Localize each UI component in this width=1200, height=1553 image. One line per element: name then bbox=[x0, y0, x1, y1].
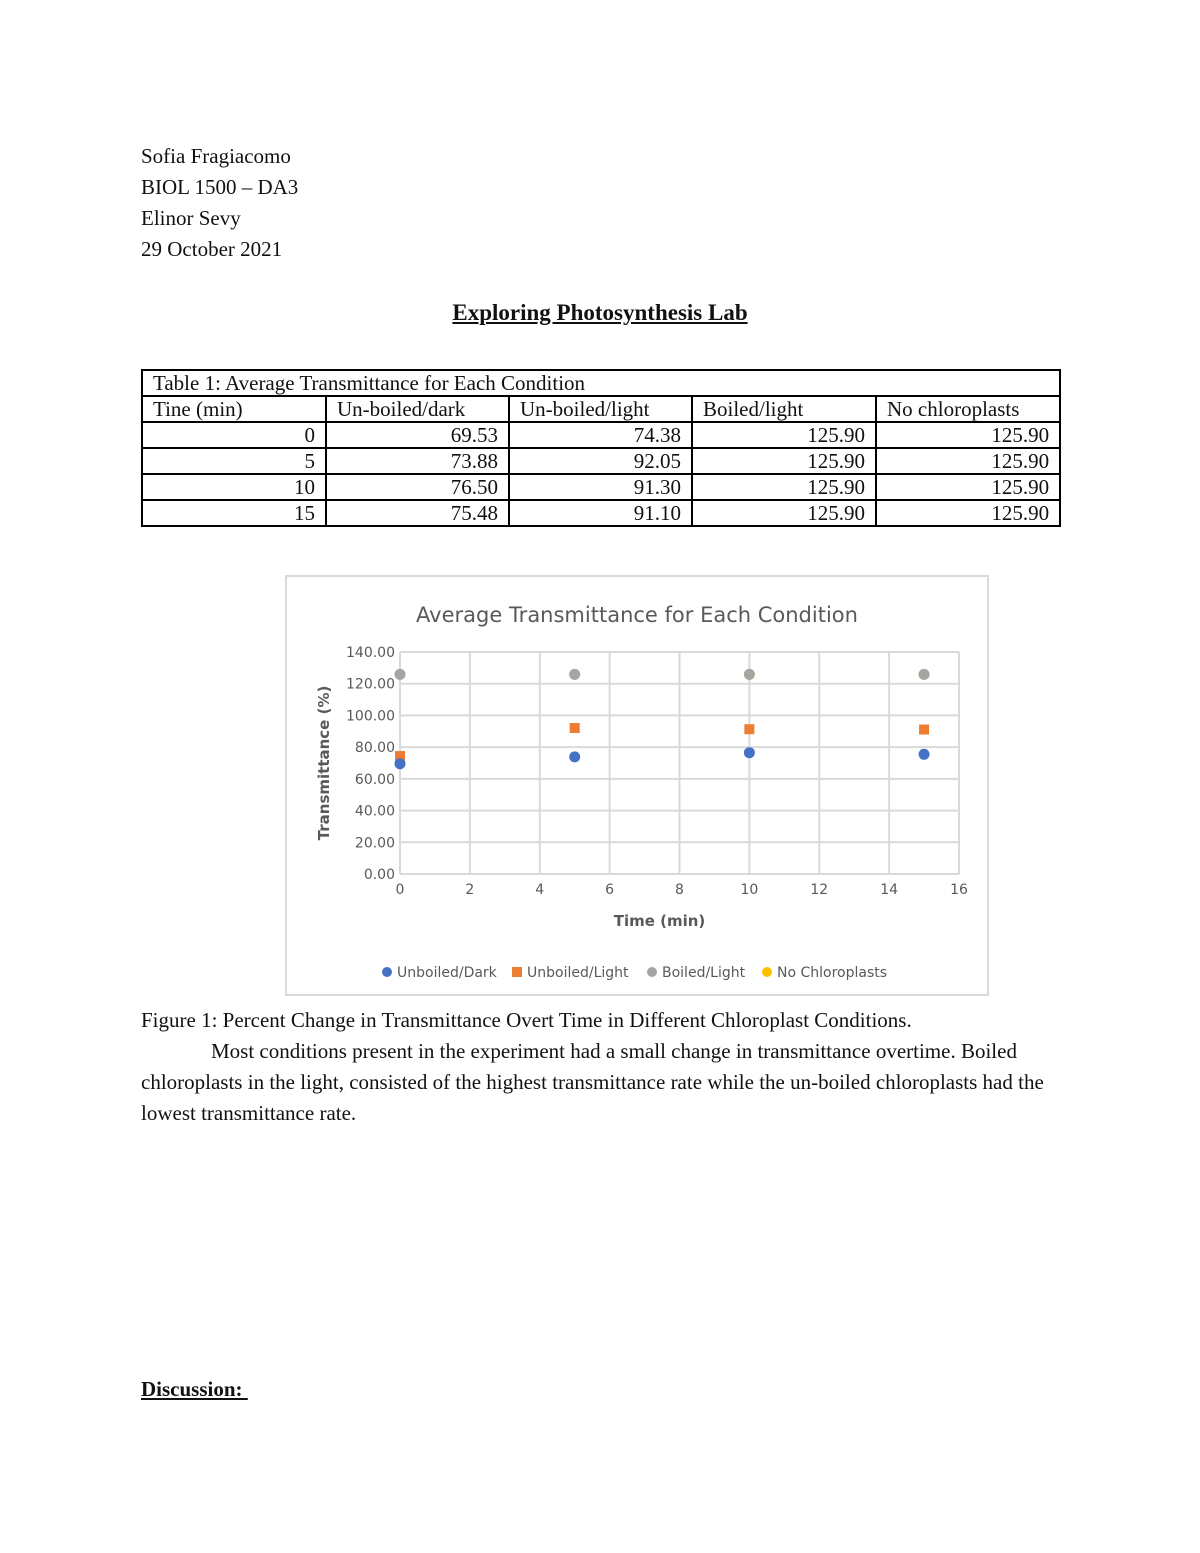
chart-canvas bbox=[287, 577, 987, 994]
table-header-row bbox=[142, 396, 1060, 422]
document-title: Exploring Photosynthesis Lab bbox=[452, 300, 748, 325]
data-point-unboiled-dark bbox=[919, 749, 930, 760]
data-point-unboiled-light bbox=[744, 724, 754, 734]
author-name: Sofia Fragiacomo bbox=[141, 144, 291, 168]
data-point-boiled-light bbox=[395, 669, 406, 680]
table-header-cell: Tine (min) bbox=[142, 396, 326, 422]
table-cell: 69.53 bbox=[326, 422, 509, 448]
discussion-heading: Discussion: bbox=[141, 1377, 248, 1401]
table-cell: 15 bbox=[142, 500, 326, 526]
y-tick-label: 0.00 bbox=[363, 867, 395, 883]
table-row bbox=[142, 448, 1060, 474]
x-tick-label: 0 bbox=[395, 882, 405, 898]
table-header-cell: Un-boiled/light bbox=[509, 396, 692, 422]
table-cell: 125.90 bbox=[692, 474, 876, 500]
table-cell: 76.50 bbox=[326, 474, 509, 500]
table-cell: 92.05 bbox=[509, 448, 692, 474]
y-tick-label: 40.00 bbox=[354, 803, 395, 820]
table-cell: 75.48 bbox=[326, 500, 509, 526]
table-cell: 0 bbox=[142, 422, 326, 448]
legend-marker bbox=[762, 967, 772, 977]
course-code: BIOL 1500 – DA3 bbox=[141, 175, 299, 199]
legend-marker bbox=[382, 967, 392, 977]
table-cell: 125.90 bbox=[876, 500, 1060, 526]
table-header-cell: Boiled/light bbox=[692, 396, 876, 422]
table-cell: 73.88 bbox=[326, 448, 509, 474]
table-row bbox=[142, 500, 1060, 526]
table-cell: 125.90 bbox=[876, 448, 1060, 474]
table-caption: Table 1: Average Transmittance for Each Condition bbox=[142, 370, 1060, 396]
table-header-cell: No chloroplasts bbox=[876, 396, 1060, 422]
x-tick-label: 10 bbox=[740, 882, 759, 898]
scatter-chart bbox=[285, 575, 989, 996]
legend-label: No Chloroplasts bbox=[777, 965, 888, 981]
chart-title: Average Transmittance for Each Condition bbox=[416, 603, 858, 627]
x-tick-label: 12 bbox=[810, 882, 829, 898]
table-cell: 91.10 bbox=[509, 500, 692, 526]
y-tick-label: 80.00 bbox=[354, 740, 395, 757]
x-tick-label: 6 bbox=[605, 882, 615, 898]
x-tick-label: 2 bbox=[465, 882, 475, 898]
y-tick-label: 100.00 bbox=[346, 708, 395, 725]
y-axis-label: Transmittance (%) bbox=[315, 685, 333, 841]
data-point-unboiled-dark bbox=[569, 751, 580, 762]
table-cell: 91.30 bbox=[509, 474, 692, 500]
data-point-unboiled-dark bbox=[744, 747, 755, 758]
x-tick-label: 14 bbox=[880, 882, 899, 898]
legend-marker bbox=[647, 967, 657, 977]
legend-marker bbox=[512, 967, 522, 977]
table-cell: 125.90 bbox=[692, 422, 876, 448]
data-point-unboiled-light bbox=[570, 723, 580, 733]
data-point-unboiled-dark bbox=[395, 758, 406, 769]
x-tick-label: 4 bbox=[535, 882, 545, 898]
data-point-boiled-light bbox=[744, 669, 755, 680]
legend-label: Unboiled/Dark bbox=[397, 965, 497, 981]
table-cell: 5 bbox=[142, 448, 326, 474]
x-axis-label: Time (min) bbox=[613, 912, 706, 930]
y-tick-label: 120.00 bbox=[346, 676, 395, 693]
data-point-boiled-light bbox=[919, 669, 930, 680]
table-cell: 125.90 bbox=[876, 422, 1060, 448]
data-point-unboiled-light bbox=[919, 725, 929, 735]
y-tick-label: 140.00 bbox=[346, 645, 395, 661]
body-paragraph: Most conditions present in the experiment had a small change in transmittance overtime. Boiled chloroplasts in the light, consisted of the highest transmittance rate while the un-boiled chloroplasts had the lowest transmittance rate. bbox=[141, 1039, 1044, 1125]
table-cell: 125.90 bbox=[692, 500, 876, 526]
table-cell: 125.90 bbox=[692, 448, 876, 474]
figure-caption: Figure 1: Percent Change in Transmittance Overt Time in Different Chloroplast Conditions. bbox=[141, 1008, 912, 1032]
table-cell: 10 bbox=[142, 474, 326, 500]
table-cell: 125.90 bbox=[876, 474, 1060, 500]
legend-label: Boiled/Light bbox=[662, 965, 746, 981]
x-tick-label: 8 bbox=[675, 882, 684, 898]
y-tick-label: 20.00 bbox=[354, 835, 395, 852]
table-header-cell: Un-boiled/dark bbox=[326, 396, 509, 422]
table-cell: 74.38 bbox=[509, 422, 692, 448]
table-row bbox=[142, 422, 1060, 448]
transmittance-table bbox=[141, 369, 1061, 527]
table-row bbox=[142, 474, 1060, 500]
instructor-name: Elinor Sevy bbox=[141, 206, 241, 230]
legend-label: Unboiled/Light bbox=[527, 965, 629, 981]
document-date: 29 October 2021 bbox=[141, 237, 283, 261]
data-point-boiled-light bbox=[569, 669, 580, 680]
y-tick-label: 60.00 bbox=[354, 771, 395, 788]
x-tick-label: 16 bbox=[950, 882, 968, 898]
